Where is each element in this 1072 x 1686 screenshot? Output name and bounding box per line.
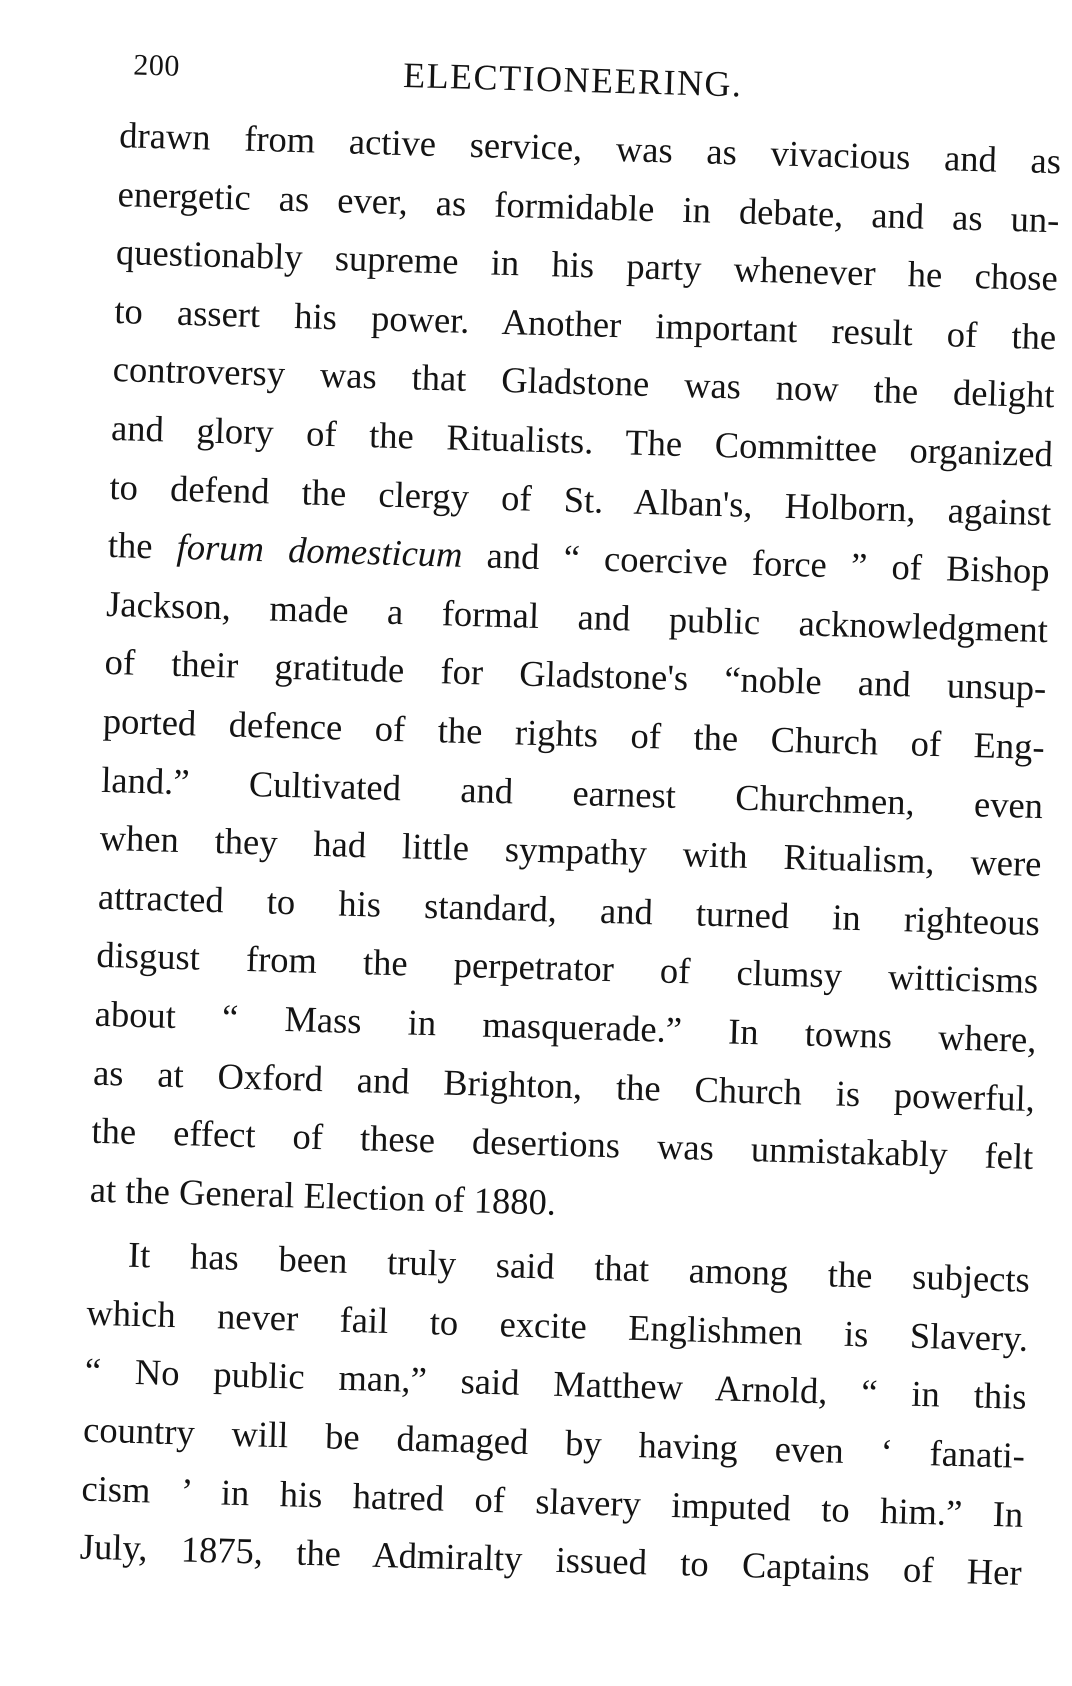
paragraph xyxy=(89,106,1062,1245)
text-line: country will be damaged by having even ‘ fanati- xyxy=(82,1408,1026,1476)
text-line: attracted to his standard, and turned in righteous xyxy=(97,875,1041,943)
italic-phrase: forum domesticum xyxy=(176,526,464,575)
text-line: at the General Election of 1880. xyxy=(89,1168,557,1223)
text-line: controversy was that Gladstone was now the delight xyxy=(112,348,1056,416)
text-line: disgust from the perpetrator of clumsy witticisms xyxy=(95,934,1039,1002)
text-line: to defend the clergy of St. Alban's, Holborn, against xyxy=(109,465,1052,533)
text-segment: and “ coercive force ” of Bishop xyxy=(461,534,1051,592)
text-line: as at Oxford and Brighton, the Church is powerful, xyxy=(92,1051,1036,1119)
text-line: energetic as ever, as formidable in debate, and as un- xyxy=(117,172,1060,240)
text-line: cism ’ in his hatred of slavery imputed to him.” In xyxy=(81,1467,1024,1535)
text-line: drawn from active service, was as vivacious and as xyxy=(118,114,1062,182)
text-line: about “ Mass in masquerade.” In towns where, xyxy=(94,992,1038,1060)
running-head: ELECTIONEERING. xyxy=(402,55,744,105)
text-line: ported defence of the rights of the Church of Eng- xyxy=(102,699,1046,768)
text-line: when they had little sympathy with Ritualism, were xyxy=(99,816,1042,885)
body-text xyxy=(79,106,1062,1603)
text-segment: the xyxy=(107,524,178,568)
text-line: It has been truly said that among the subjects xyxy=(127,1234,1031,1301)
text-line: July, 1875, the Admiralty issued to Captains of Her xyxy=(79,1525,1023,1594)
text-line: of their gratitude for Gladstone's “noble and unsup- xyxy=(104,641,1047,709)
text-line: land.” Cultivated and earnest Churchmen, even xyxy=(100,758,1044,826)
text-line: and glory of the Ritualists. The Committee organized xyxy=(110,406,1054,475)
text-line: questionably supreme in his party whenever he chose xyxy=(115,231,1059,299)
paragraph xyxy=(79,1225,1030,1603)
text-line: the effect of these desertions was unmistakably felt xyxy=(91,1109,1034,1178)
text-line: “ No public man,” said Matthew Arnold, “ in this xyxy=(84,1350,1028,1418)
text-line: which never fail to excite Englishmen is Slavery. xyxy=(85,1291,1029,1359)
text-line: to assert his power. Another important result of the xyxy=(113,289,1057,358)
page-number: 200 xyxy=(132,48,181,83)
text-line: Jackson, made a formal and public acknowledgment xyxy=(105,582,1049,650)
